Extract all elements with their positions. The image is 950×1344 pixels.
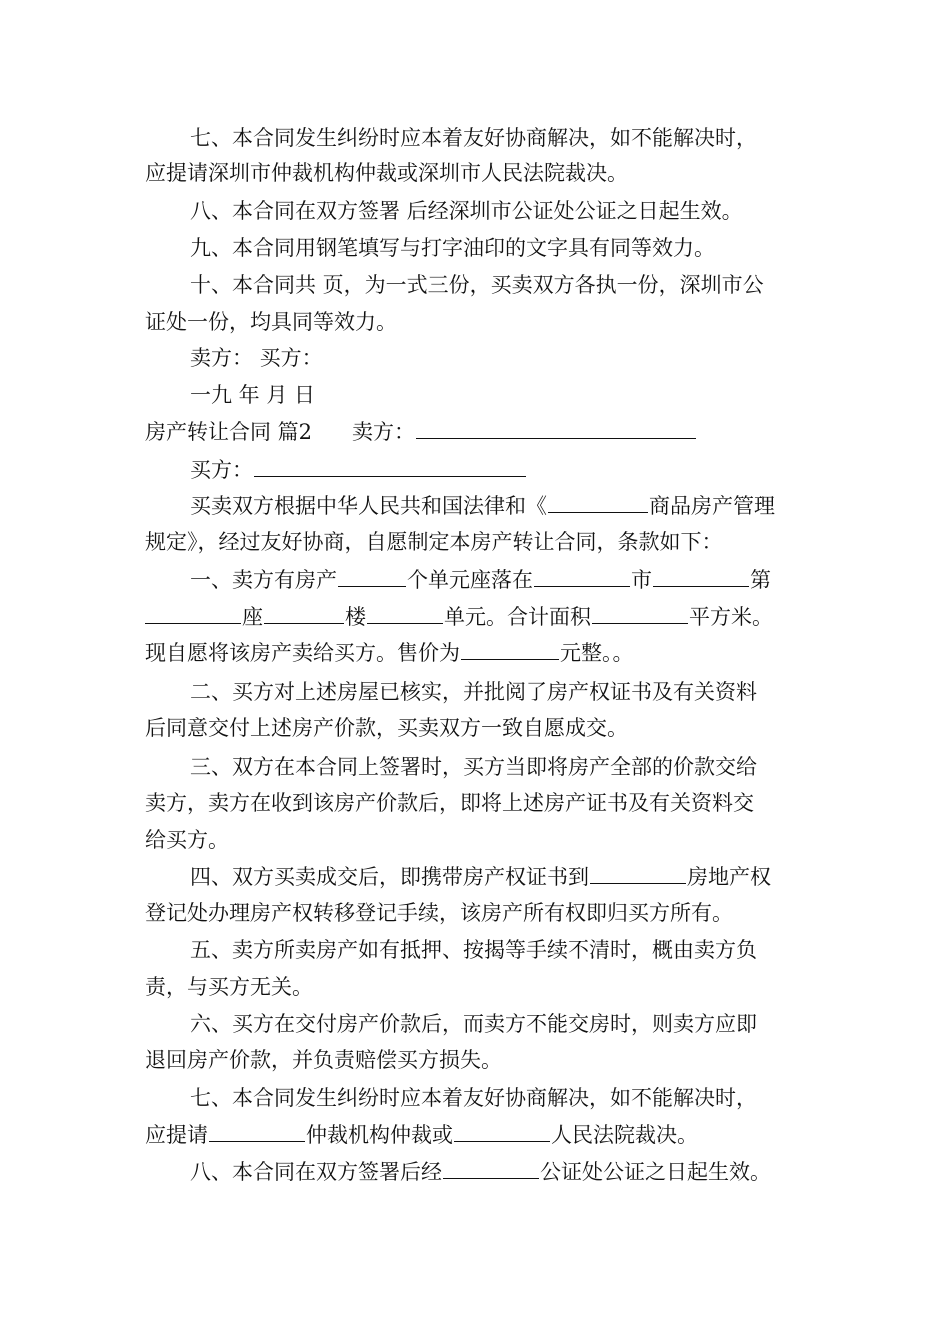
arbitration-blank[interactable] [209,1119,305,1142]
paragraph-line: 五、卖方所卖房产如有抵押、按揭等手续不清时，概由卖方负 [190,938,757,962]
paragraph-line: 十、本合同共 页，为一式三份，买卖双方各执一份，深圳市公 [190,273,764,297]
paragraph-line: 退回房产价款，并负责赔偿买方损失。 [145,1048,502,1072]
seller-label: 卖方： [352,420,416,444]
paragraph-line: 现自愿将该房产卖给买方。售价为 元整。。 [145,637,634,668]
paragraph-line: 八、本合同在双方签署后经 公证处公证之日起生效。 [190,1156,771,1187]
paragraph-line: 二、买方对上述房屋已核实，并批阅了房产权证书及有关资料 [190,680,757,704]
paragraph-line: 应提请 仲裁机构仲裁或 人民法院裁决。 [145,1119,698,1150]
location-city-blank[interactable] [534,564,630,587]
unit-blank[interactable] [367,601,443,624]
paragraph-line: 规定》，经过友好协商，自愿制定本房产转让合同，条款如下： [145,530,723,554]
court-blank[interactable] [454,1119,550,1142]
property-count-blank[interactable] [338,564,406,587]
signature-line: 卖方： 买方： [190,346,323,370]
paragraph-line: 给买方。 [145,828,229,852]
section-heading-line [145,416,697,447]
paragraph-line: 责，与买方无关。 [145,975,313,999]
paragraph-line: 后同意交付上述房产价款，买卖双方一致自愿成交。 [145,716,628,740]
notary-blank[interactable] [443,1156,539,1179]
paragraph-line: 八、本合同在双方签署 后经深圳市公证处公证之日起生效。 [190,199,743,223]
date-line: 一九 年 月 日 [190,383,316,407]
city-blank[interactable] [548,490,648,513]
paragraph-line: 证处一份，均具同等效力。 [145,310,397,334]
paragraph-line: 四、双方买卖成交后，即携带房产权证书到 房地产权 [190,861,771,892]
building-blank[interactable] [145,601,241,624]
seller-blank[interactable] [416,416,696,439]
paragraph-line: 七、本合同发生纠纷时应本着友好协商解决，如不能解决时， [190,1086,757,1110]
district-blank[interactable] [653,564,749,587]
buyer-line [190,454,527,485]
paragraph-line: 六、买方在交付房产价款后，而卖方不能交房时，则卖方应即 [190,1012,757,1036]
area-blank[interactable] [592,601,688,624]
paragraph-line: 九、本合同用钢笔填写与打字油印的文字具有同等效力。 [190,236,715,260]
paragraph-line: 卖方，卖方在收到该房产价款后，即将上述房产证书及有关资料交 [145,791,754,815]
floor-blank[interactable] [264,601,344,624]
paragraph-line: 座 楼 单元。合计面积 平方米。 [145,601,773,632]
section-title: 房产转让合同 篇2 [145,420,313,444]
paragraph-line: 三、双方在本合同上签署时，买方当即将房产全部的价款交给 [190,755,757,779]
paragraph-line: 一、卖方有房产 个单元座落在 市 第 [190,564,771,595]
paragraph-line: 应提请深圳市仲裁机构仲裁或深圳市人民法院裁决。 [145,161,628,185]
paragraph-line: 买卖双方根据中华人民共和国法律和《 商品房产管理 [190,490,775,521]
registry-blank[interactable] [590,861,686,884]
buyer-blank[interactable] [254,454,526,477]
paragraph-line: 登记处办理房产权转移登记手续，该房产所有权即归买方所有。 [145,901,733,925]
paragraph-line: 七、本合同发生纠纷时应本着友好协商解决，如不能解决时， [190,126,757,150]
buyer-label: 买方： [190,458,253,482]
price-blank[interactable] [461,637,559,660]
